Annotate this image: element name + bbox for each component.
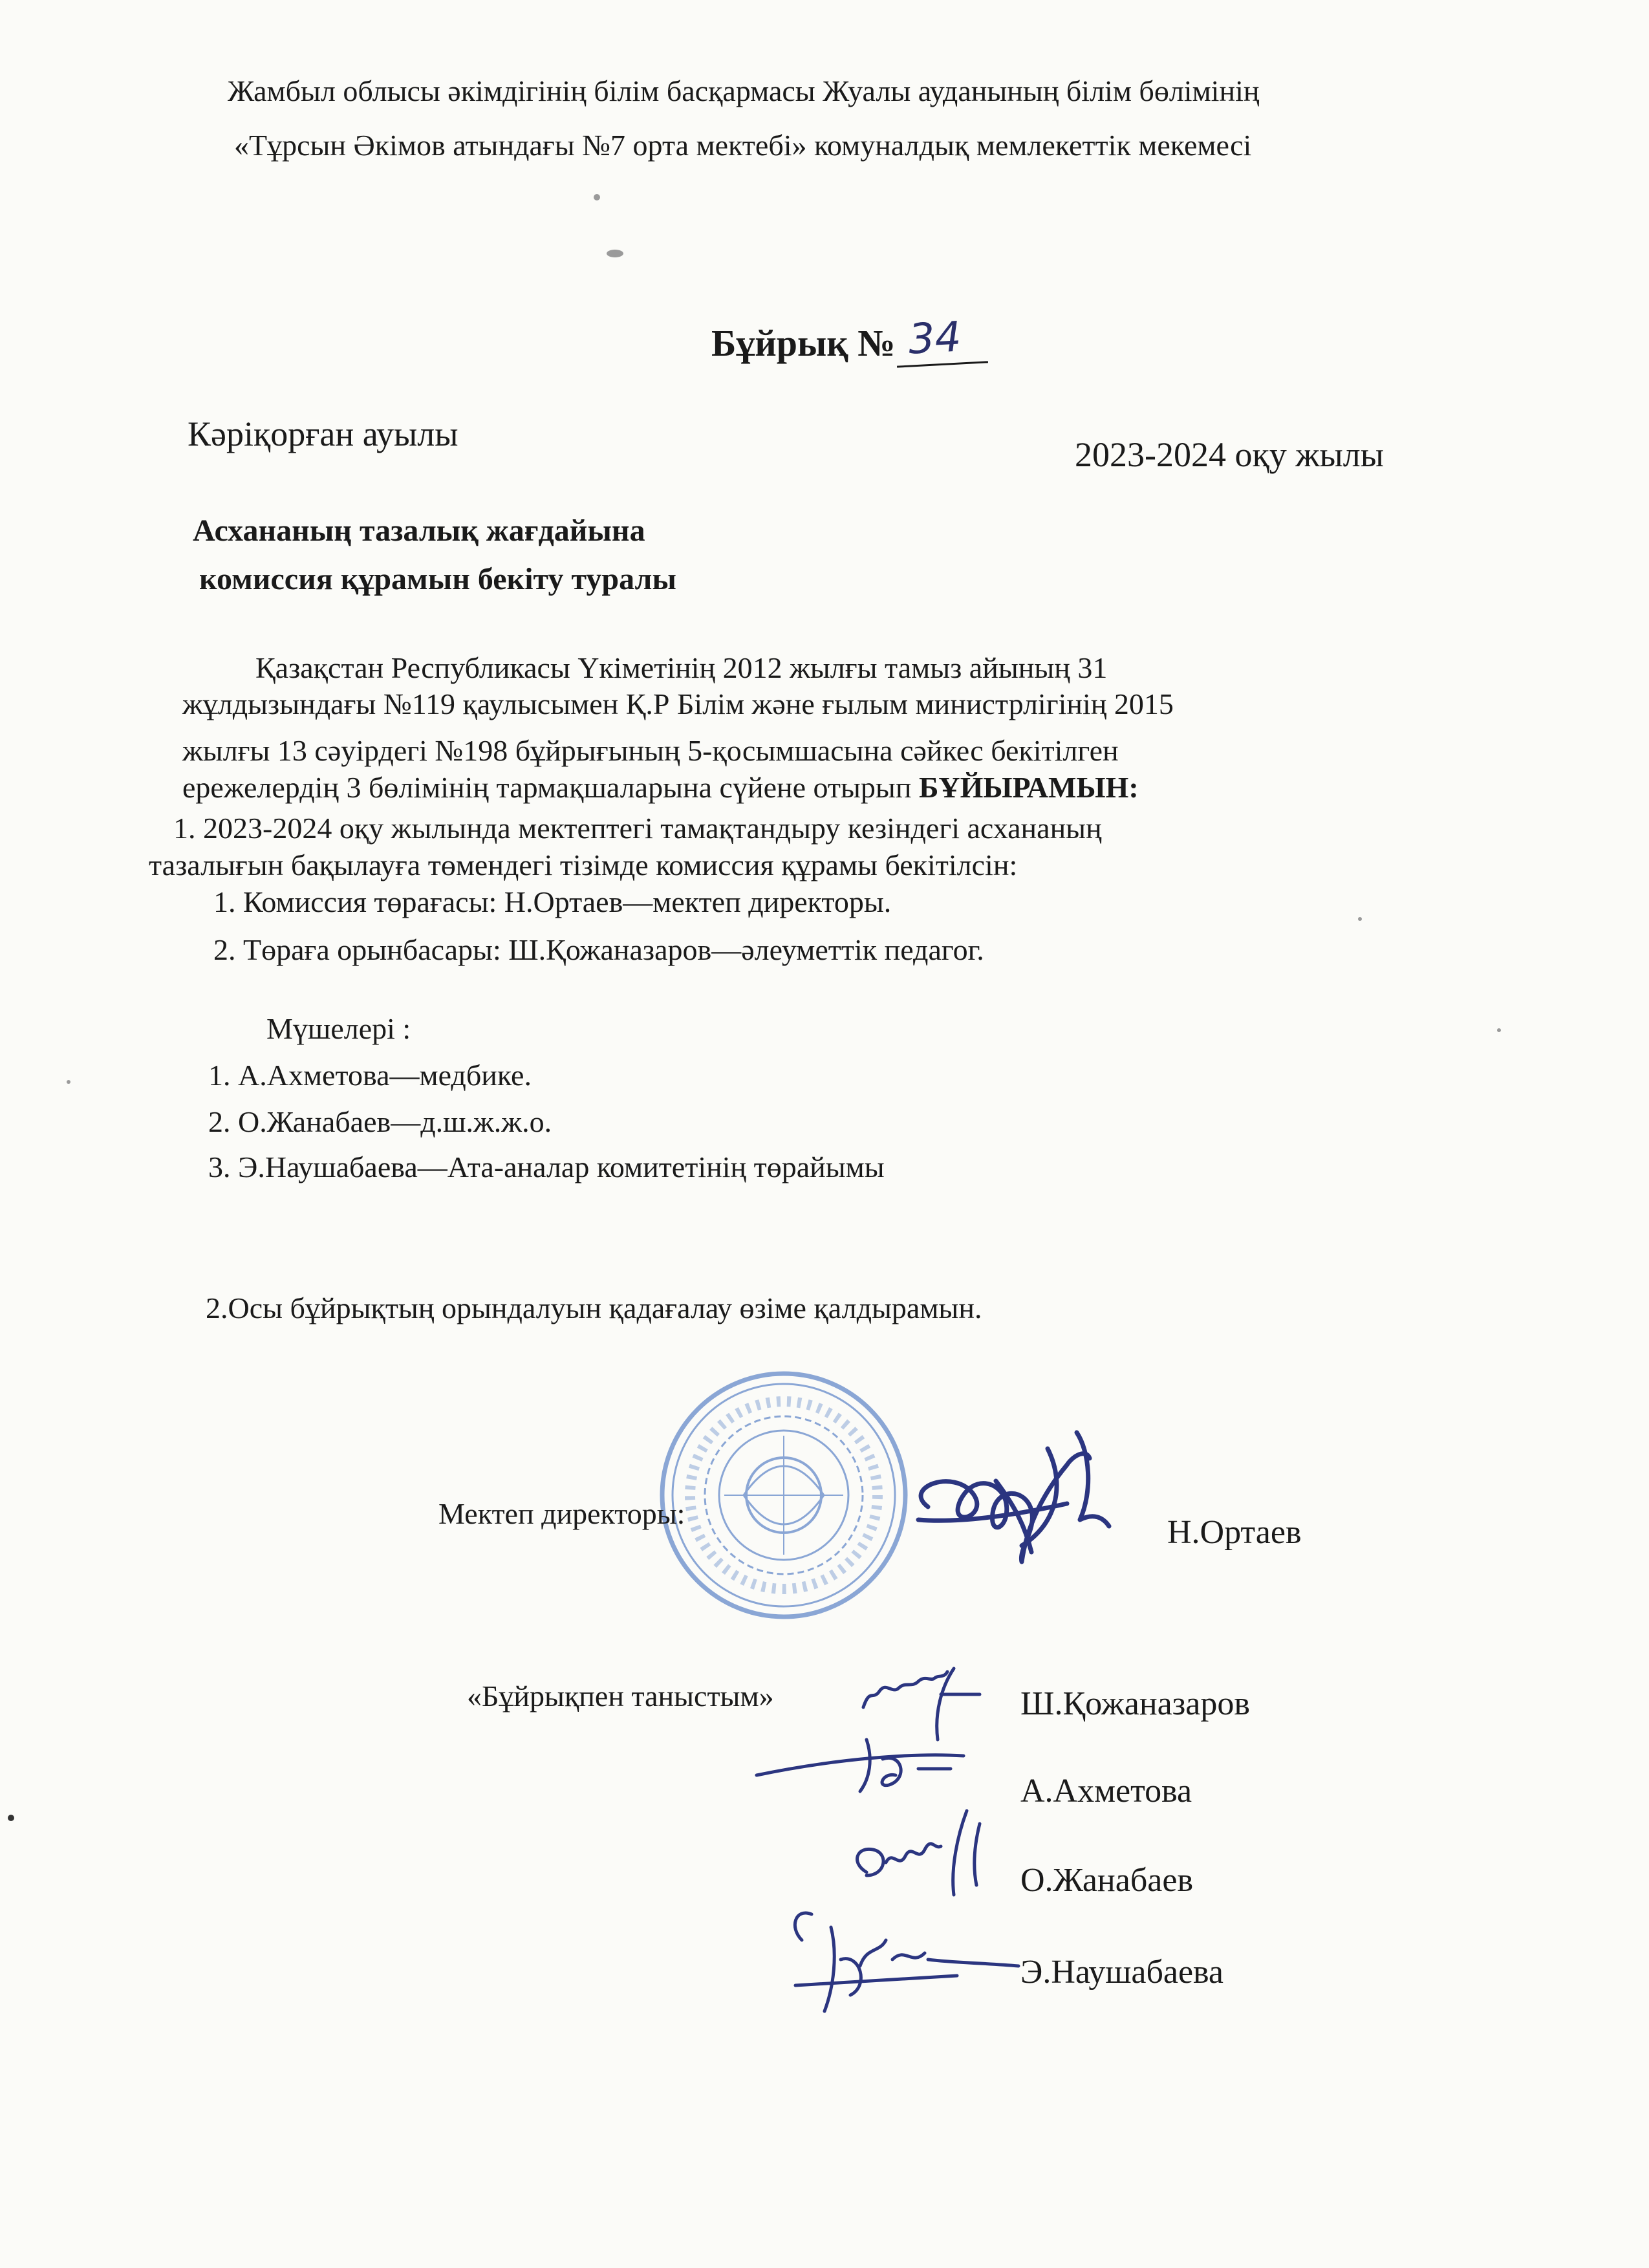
acquainted-name: О.Жанабаев [1020, 1862, 1194, 1899]
subject-line-2: комиссия құрамын бекіту туралы [199, 562, 676, 596]
scan-speck [607, 250, 623, 257]
header-line-2: «Тұрсын Әкімов атындағы №7 орта мектебі» комуналдық мемлекеттік мекемесі [234, 129, 1252, 162]
subject-line-1: Асхананың тазалық жағдайына [193, 513, 645, 548]
header-line-1: Жамбыл облысы әкімдігінің білім басқармасы Жуалы ауданының білім бөлімінің [228, 74, 1260, 107]
preamble-line-4 [182, 773, 1139, 803]
acquainted-name: Э.Наушабаева [1020, 1954, 1224, 1991]
preamble-line-3: жылғы 13 сәуірдегі №198 бұйрығының 5-қосымшасына сәйкес бекітілген [182, 734, 1119, 767]
order-number: 34 [894, 312, 988, 367]
clause-2: 2.Осы бұйрықтың орындалуын қадағалау өзіме қалдырамын. [206, 1291, 982, 1324]
scan-speck [1497, 1028, 1501, 1032]
preamble-line-1: Қазақстан Республикасы Үкіметінің 2012 жылғы тамыз айының 31 [255, 651, 1108, 684]
order-place: Кәріқорған ауылы [188, 415, 458, 453]
clause-1-line-1: 1. 2023-2024 оқу жылында мектептегі тамақтандыру кезіндегі асхананың [173, 812, 1102, 845]
order-directive: БҰЙЫРАМЫН: [918, 771, 1139, 804]
member-item: 1. А.Ахметова—медбике. [208, 1059, 532, 1092]
commission-deputy: 2. Төраға орынбасары: Ш.Қожаназаров—әлеуметтік педагог. [213, 933, 984, 966]
member-item: 2. О.Жанабаев—д.ш.ж.ж.о. [208, 1105, 552, 1138]
order-title [711, 313, 987, 369]
members-heading: Мүшелері : [266, 1012, 411, 1045]
signature-4 [795, 1913, 1018, 2011]
scan-speck [8, 1815, 14, 1821]
scan-speck [67, 1080, 70, 1084]
commission-chair: 1. Комиссия төрағасы: Н.Ортаев—мектеп директоры. [213, 885, 892, 918]
acquainted-name: А.Ахметова [1020, 1773, 1192, 1809]
signature-1 [863, 1669, 980, 1740]
academic-year: 2023-2024 оқу жылы [1075, 435, 1385, 474]
signature-2 [757, 1740, 964, 1791]
signature-3 [857, 1811, 980, 1895]
preamble-line-4-text: ережелердің 3 бөлімінің тармақшаларына сүйене отырып [182, 771, 919, 804]
acquainted-name: Ш.Қожаназаров [1020, 1685, 1250, 1722]
acquainted-label: «Бұйрықпен таныстым» [467, 1679, 774, 1712]
scan-speck [1358, 917, 1362, 921]
preamble-line-2: жұлдызындағы №119 қаулысымен Қ.Р Білім және ғылым министрлігінің 2015 [182, 687, 1174, 720]
scan-speck [594, 194, 600, 200]
order-title-text: Бұйрық № [711, 322, 896, 364]
director-name: Н.Ортаев [1167, 1514, 1302, 1551]
signature-role: Мектеп директоры: [438, 1497, 685, 1530]
clause-1-line-2: тазалығын бақылауға төмендегі тізімде комиссия құрамы бекітілсін: [149, 848, 1018, 881]
member-item: 3. Э.Наушабаева—Ата-аналар комитетінің төрайымы [208, 1150, 885, 1183]
